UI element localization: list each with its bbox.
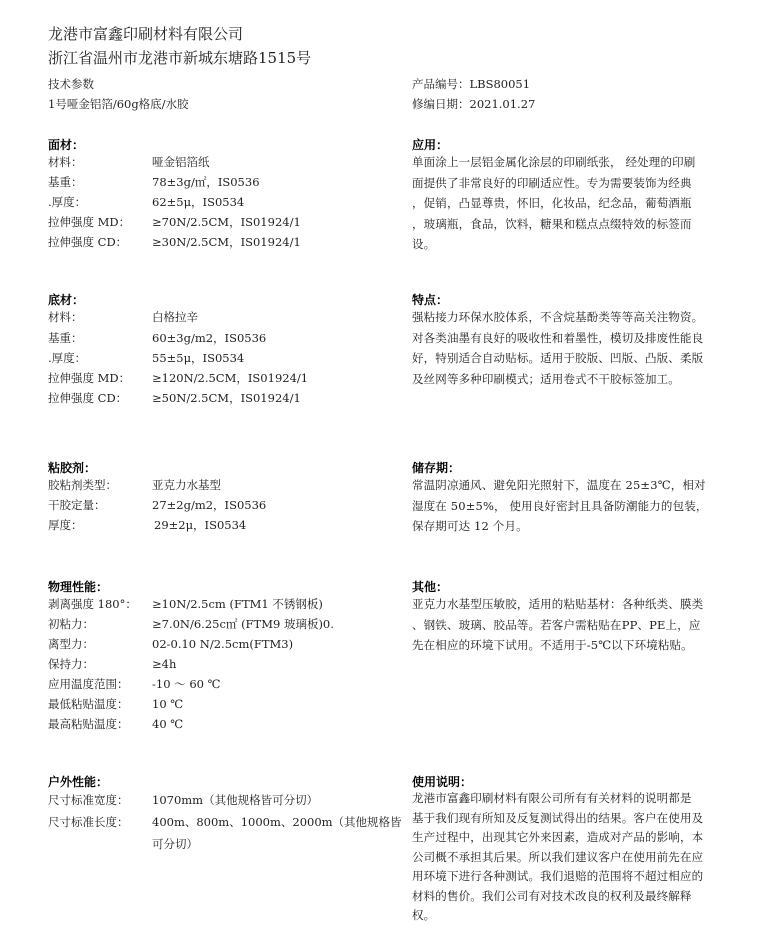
application-title: 应用：: [412, 138, 449, 152]
doc-meta: [412, 74, 535, 114]
product-name: 1号哑金铝箔/60g格底/水胶: [48, 97, 189, 111]
base-title: 底材：: [48, 293, 85, 307]
company-header: [48, 22, 311, 70]
doc-label: 技术参数: [48, 77, 94, 91]
physical-title: 物理性能：: [48, 580, 109, 594]
usage-text: 龙港市富鑫印刷材料有限公司所有有关材料的说明都是 基于我们现有所知及反复测试得出的结果。客户在使用及 生产过程中，出现其它外来因素，造成对产品的影响，本 公司概不承担其后果。所以我们建议客户在使用前先在应 用环境下进行各种测试。我们退赔的范围将不超过相应的 材料的售价。我们公司有对技术改良的权利及最终解释 权。: [412, 791, 704, 922]
company-address: 浙江省温州市龙港市新城东塘路1515号: [48, 49, 312, 67]
application-text: 单面涂上一层铝金属化涂层的印刷纸张， 经处理的印刷 面提供了非常良好的印刷适应性。专为需要装饰为经典 ，促销，凸显尊贵，怀旧，化妆品，纪念品，葡萄酒瓶 ，玻璃瓶，食品，饮料，糖果和糕点点缀特效的标签而 设。: [412, 155, 696, 251]
features-text: 强粘接力环保水胶体系，不含烷基酚类等等高关注物资。 对各类油墨有良好的吸收性和着墨性，模切及排废性能良 好，特别适合自动贴标。适用于胶版、凹版、凸版、柔版 及丝网等多种印刷模式；适用卷式不干胶标签加工。: [412, 310, 704, 386]
adhesive-title: 粘胶剂：: [48, 461, 97, 475]
doc-info: [48, 74, 189, 114]
face-title: 面材：: [48, 138, 85, 152]
storage-title: 储存期：: [412, 461, 461, 475]
product-code: 产品编号：LBS80051: [412, 77, 531, 91]
other-text: 亚克力水基型压敏胶，适用的粘贴基材：各种纸类、膜类 、钢铁、玻璃、胶品等。若客户需粘贴在PP、PE上，应 先在相应的环境下试用。不适用于-5℃以下环境粘贴。: [412, 597, 704, 652]
storage-text: 常温阴凉通风、避免阳光照射下，温度在 25±3℃，相对 湿度在 50±5%， 使用良好密封且具备防潮能力的包装， 保存期可达 12 个月。: [412, 478, 708, 533]
outdoor-title: 户外性能：: [48, 775, 109, 789]
features-title: 特点：: [412, 293, 449, 307]
revision-date: 修编日期：2021.01.27: [412, 97, 536, 111]
usage-title: 使用说明：: [412, 775, 473, 789]
company-name: 龙港市富鑫印刷材料有限公司: [48, 25, 244, 43]
other-title: 其他：: [412, 580, 449, 594]
